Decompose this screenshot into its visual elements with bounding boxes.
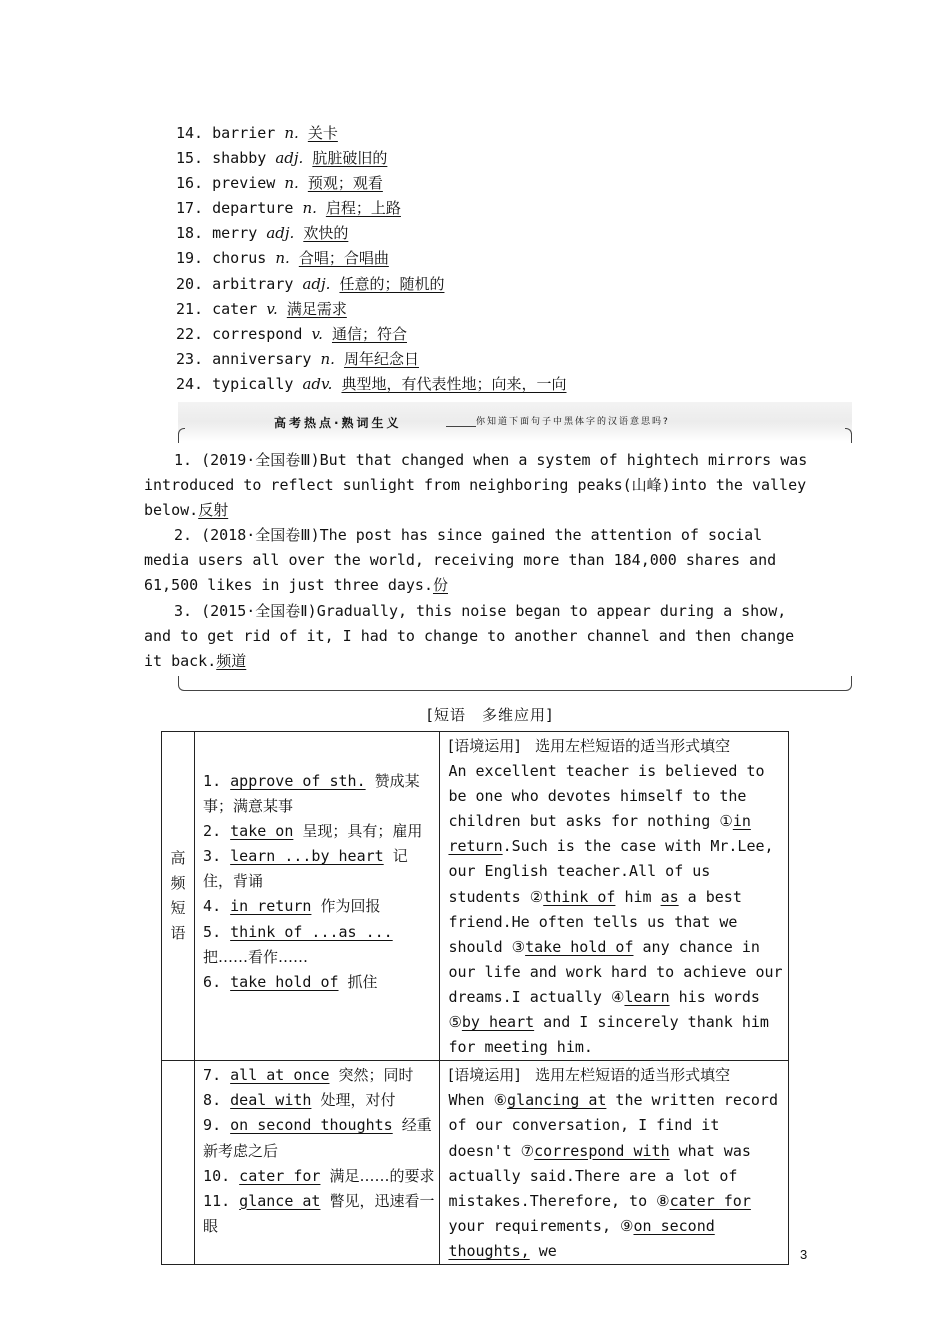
- phrase-text: take hold of: [230, 972, 339, 991]
- phrase-item: [203, 1189, 435, 1239]
- phrase-text: think of ...as ...: [230, 922, 393, 941]
- phrase-meaning: 瞥见，迅速看一眼: [203, 1191, 435, 1235]
- phrase-meaning: 抓住: [347, 972, 378, 991]
- sentence-answer: 频道: [216, 651, 247, 670]
- vocab-meaning: 任意的；随机的: [339, 274, 445, 293]
- vocab-pos: adj.: [275, 149, 304, 168]
- vocab-item: [176, 146, 567, 171]
- table-row: [162, 1061, 789, 1265]
- vocab-word: preview: [212, 174, 285, 193]
- phrase-meaning: 记住，背诵: [203, 847, 408, 891]
- exercise-cell: [440, 1061, 789, 1265]
- vocab-word: departure: [212, 199, 303, 218]
- vocab-word: arbitrary: [212, 274, 303, 293]
- vocab-meaning: 关卡: [307, 124, 338, 142]
- passage-text: any chance in our life and work hard to achieve our dreams.I actually ④: [448, 937, 783, 1006]
- category-cell-empty: [162, 1061, 195, 1265]
- vocab-pos: adv.: [302, 374, 333, 393]
- phrase-item: [203, 769, 435, 819]
- phrase-meaning: 经重新考虑之后: [203, 1116, 432, 1160]
- vocab-meaning: 预观；观看: [307, 174, 383, 193]
- vocab-number: 21.: [176, 299, 213, 318]
- vocab-item: [176, 121, 567, 146]
- passage-text: .Such is the case with Mr.Lee, our English teacher.All of us students ②: [448, 837, 774, 906]
- vocab-number: 24.: [176, 374, 213, 393]
- phrase-item: [203, 970, 435, 995]
- phrase-text: take on: [230, 822, 294, 841]
- vocab-pos: adj.: [266, 224, 295, 243]
- phrase-number: 11.: [203, 1191, 240, 1210]
- phrase-text: all at once: [230, 1066, 330, 1085]
- phrase-number: 5.: [203, 922, 231, 941]
- phrase-text: approve of sth.: [230, 772, 366, 790]
- sentence-list: [144, 448, 814, 674]
- vocab-item: [176, 196, 567, 221]
- vocab-item: [176, 272, 567, 297]
- banner-divider: [446, 426, 476, 427]
- answer-blank: correspond with: [534, 1141, 670, 1160]
- bracket-bottom-left: [178, 676, 185, 691]
- answer-blank: take hold of: [525, 937, 634, 956]
- exercise-cell: [440, 732, 789, 1061]
- phrase-number: 8.: [203, 1091, 231, 1110]
- vocab-number: 22.: [176, 324, 213, 343]
- answer-blank: glancing at: [507, 1091, 607, 1110]
- phrase-item: [203, 1088, 435, 1113]
- phrase-item: [203, 1113, 435, 1163]
- category-cell: [162, 732, 195, 1061]
- sentence-text: Gradually, this noise began to appear during a show, and to get rid of it, I had to change to another channel and then change it back.: [144, 601, 795, 670]
- sentence-answer: 反射: [198, 501, 229, 520]
- vocab-pos: v.: [311, 324, 323, 343]
- vocab-word: typically: [212, 374, 303, 393]
- answer-blank: by heart: [461, 1013, 535, 1032]
- vocab-number: 19.: [176, 249, 213, 268]
- vocab-word: correspond: [212, 324, 312, 343]
- passage-text: the written record of our conversation, I find it doesn't ⑦: [448, 1091, 778, 1160]
- passage-text: and I sincerely thank him for meeting him.: [448, 1013, 769, 1057]
- answer-blank: learn: [624, 987, 670, 1006]
- banner-title: 高考热点·熟词生义: [274, 416, 402, 430]
- vocab-pos: n.: [284, 174, 299, 193]
- phrase-item: [203, 819, 435, 844]
- banner-close-bracket: [178, 676, 852, 691]
- category-char: 高: [170, 849, 186, 868]
- vocab-item: [176, 322, 567, 347]
- phrase-number: 7.: [203, 1066, 231, 1085]
- vocab-pos: adj.: [302, 274, 331, 293]
- category-char: 频: [170, 874, 186, 893]
- passage-text: him: [615, 887, 661, 906]
- bracket-bottom-right: [845, 676, 852, 691]
- phrase-item: [203, 920, 435, 970]
- answer-blank: as: [660, 887, 679, 906]
- table-row: [162, 732, 789, 1061]
- sentence-text: But that changed when a system of hightech mirrors was introduced to reflect sunlight from neighboring peaks(山峰)into the valley below.: [144, 451, 808, 520]
- phrase-text: in return: [230, 897, 312, 916]
- phrase-text: on second thoughts: [230, 1116, 393, 1135]
- vocab-meaning: 肮脏破旧的: [312, 149, 388, 168]
- phrase-text: glance at: [239, 1191, 321, 1210]
- answer-blank: think of: [543, 887, 616, 906]
- vocab-item: [176, 297, 567, 322]
- exercise-passage: [448, 1088, 784, 1264]
- phrase-meaning: 作为回报: [320, 897, 381, 916]
- vocab-list: [176, 121, 567, 397]
- exercise-passage: [448, 759, 784, 1060]
- phrase-item: [203, 844, 435, 894]
- phrase-meaning: 突然；同时: [338, 1066, 414, 1085]
- bracket-top-left: [178, 428, 185, 443]
- vocab-pos: n.: [275, 249, 290, 268]
- vocab-meaning: 周年纪念日: [343, 349, 419, 368]
- passage-text: When ⑥: [448, 1091, 508, 1110]
- vocab-pos: v.: [266, 299, 278, 318]
- vocab-pos: n.: [320, 349, 335, 368]
- phrase-text: cater for: [239, 1166, 321, 1185]
- phrase-item: [203, 1164, 435, 1189]
- phrase-number: 3.: [203, 847, 231, 866]
- phrase-text: learn ...by heart: [230, 847, 384, 866]
- vocab-number: 20.: [176, 274, 213, 293]
- passage-text: your requirements, ⑨: [448, 1216, 634, 1235]
- sentence-item: [144, 523, 814, 598]
- vocab-word: barrier: [212, 124, 285, 142]
- sentence-source: 1. (2019·全国卷Ⅲ): [174, 451, 320, 469]
- vocab-number: 18.: [176, 224, 213, 243]
- vocab-pos: n.: [284, 124, 299, 142]
- section-banner: [178, 402, 852, 444]
- phrase-number: 10.: [203, 1166, 240, 1185]
- category-char: 语: [170, 924, 186, 943]
- vocab-number: 23.: [176, 349, 213, 368]
- answer-blank: on second thoughts,: [448, 1216, 715, 1260]
- phrase-list: [203, 1063, 435, 1239]
- phrase-number: 9.: [203, 1116, 231, 1135]
- phrase-meaning: 呈现；具有；雇用: [302, 822, 423, 841]
- vocab-item: [176, 221, 567, 246]
- exercise-header: [语境运用] 选用左栏短语的适当形式填空: [448, 737, 731, 755]
- phrase-list: [203, 769, 435, 995]
- vocab-number: 17.: [176, 199, 213, 218]
- sentence-answer: 份: [432, 576, 448, 595]
- vocab-word: anniversary: [212, 349, 321, 368]
- phrase-meaning: 满足……的要求: [329, 1166, 435, 1185]
- phrase-item: [203, 894, 435, 919]
- vocab-number: 16.: [176, 174, 213, 193]
- phrase-text: deal with: [230, 1091, 312, 1110]
- vocab-meaning: 欢快的: [303, 224, 349, 243]
- vocab-meaning: 启程；上路: [325, 199, 401, 218]
- passage-text: his words ⑤: [448, 987, 760, 1032]
- phrase-number: 1.: [203, 772, 231, 790]
- category-char: 短: [170, 899, 186, 918]
- phrase-number: 6.: [203, 972, 231, 991]
- phrase-meaning: 赞成某事；满意某事: [203, 772, 420, 816]
- vocab-number: 14.: [176, 124, 213, 142]
- phrase-meaning: 处理，对付: [320, 1091, 396, 1110]
- passage-text: we: [529, 1241, 557, 1260]
- phrase-item: [203, 1063, 435, 1088]
- vocab-item: [176, 347, 567, 372]
- sentence-item: [144, 448, 814, 523]
- vocab-number: 15.: [176, 149, 213, 168]
- page-number: 3: [800, 1247, 808, 1262]
- vocab-item: [176, 372, 567, 397]
- phrase-number: 4.: [203, 897, 231, 916]
- phrases-table: [161, 731, 789, 1265]
- category-label: [162, 846, 194, 946]
- bracket-top-right: [845, 428, 852, 443]
- answer-blank: in return: [448, 812, 751, 856]
- vocab-meaning: 合唱；合唱曲: [298, 249, 389, 268]
- vocab-meaning: 典型地，有代表性地；向来，一向: [341, 374, 567, 393]
- sentence-source: 2. (2018·全国卷Ⅲ): [174, 526, 320, 545]
- exercise-header: [语境运用] 选用左栏短语的适当形式填空: [448, 1066, 731, 1085]
- vocab-word: merry: [212, 224, 267, 243]
- section-title: [短语 多维应用]: [427, 706, 553, 724]
- vocab-item: [176, 246, 567, 271]
- vocab-meaning: 满足需求: [286, 299, 347, 318]
- passage-text: a best friend.He often tells us that we should ③: [448, 887, 742, 956]
- vocab-word: cater: [212, 299, 267, 318]
- banner-subtitle: 你知道下面句子中黑体字的汉语意思吗?: [476, 417, 670, 427]
- phrase-list-cell: [195, 732, 440, 1061]
- phrase-meaning: 把……看作……: [203, 947, 309, 966]
- sentence-source: 3. (2015·全国卷Ⅱ): [174, 601, 317, 620]
- answer-blank: cater for: [669, 1191, 751, 1210]
- vocab-item: [176, 171, 567, 196]
- vocab-word: shabby: [212, 149, 276, 168]
- passage-text: An excellent teacher is believed to be one who devotes himself to the children but asks for nothing ①: [448, 762, 765, 831]
- bracket-bottom-line: [184, 690, 846, 691]
- phrase-list-cell: [195, 1061, 440, 1265]
- phrase-number: 2.: [203, 822, 231, 841]
- sentence-item: [144, 599, 814, 674]
- vocab-pos: n.: [302, 199, 317, 218]
- vocab-meaning: 通信；符合: [331, 324, 407, 343]
- passage-text: what was actually said.There are a lot of mistakes.Therefore, to ⑧: [448, 1141, 751, 1210]
- vocab-word: chorus: [212, 249, 276, 268]
- sentence-text: The post has since gained the attention of social media users all over the world, receiving more than 184,000 shares and 61,500 likes in just three days.: [144, 526, 777, 595]
